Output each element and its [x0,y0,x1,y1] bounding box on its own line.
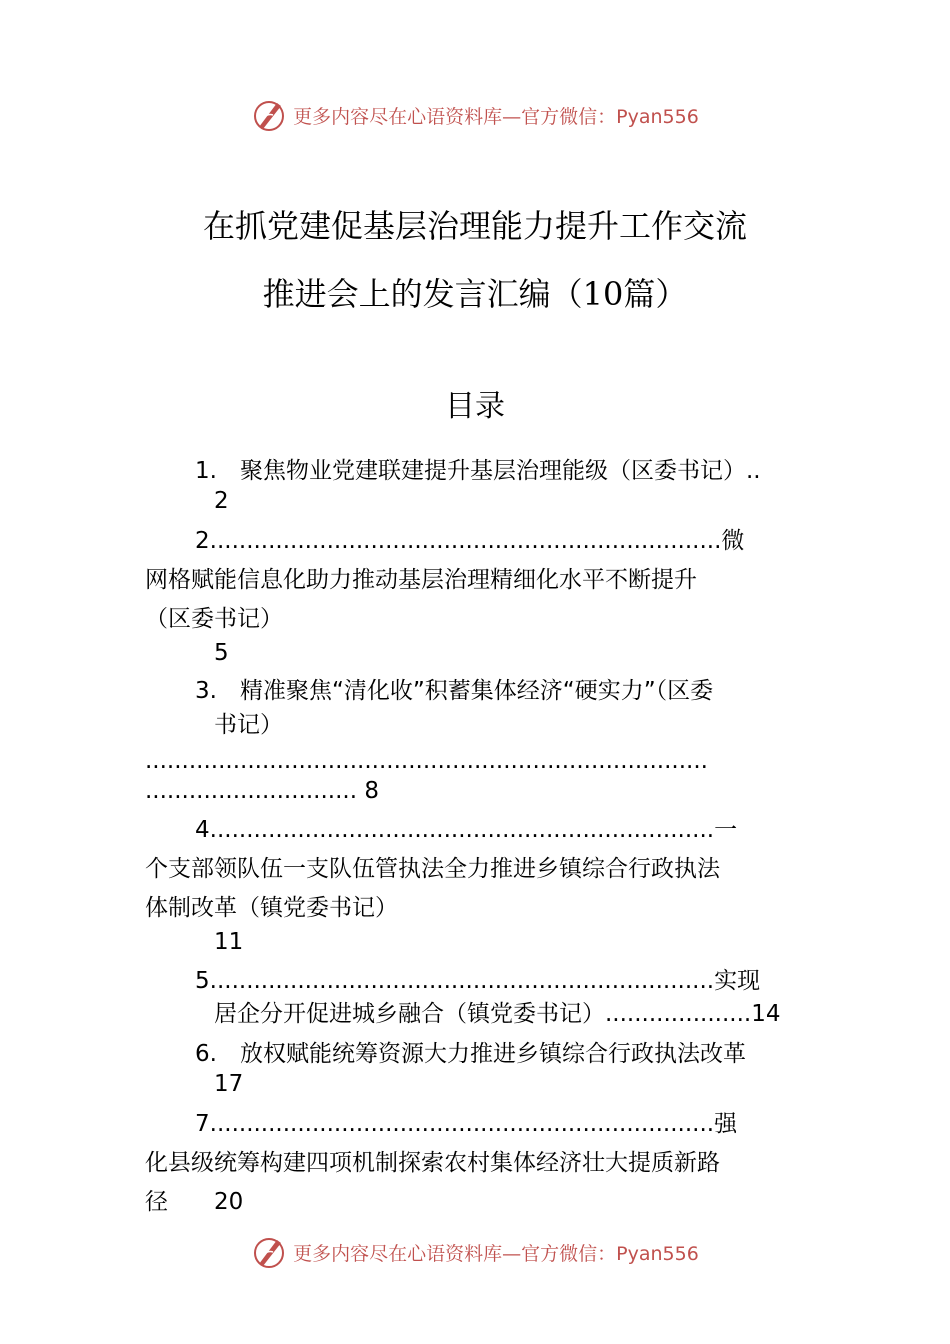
toc-item-text: 化县级统筹构建四项机制探索农村集体经济壮大提质新路 [145,1150,720,1176]
toc-item-text: 网格赋能信息化助力推动基层治理精细化水平不断提升 [145,567,697,593]
quill-pen-logo-icon [251,97,287,133]
toc-item-text: 书记） [214,712,283,738]
toc-page-number: 11 [214,929,244,955]
toc-leader-dots: ............................................................................. [145,748,708,774]
toc-item-text: （区委书记） [145,606,283,632]
toc-page-number: ............................. 8 [145,778,379,804]
banner-text: 更多内容尽在心语资料库—官方微信：Pyan556 [293,105,699,128]
toc-page-number: 20 [214,1189,244,1215]
toc-page-number: 5 [214,640,229,666]
toc-item-2[interactable]: 2......................................................................微 [195,528,745,554]
toc-item-text: 体制改革（镇党委书记） [145,895,398,921]
toc-page-number: 17 [214,1071,244,1097]
header-banner [0,95,950,135]
toc-item-7[interactable]: 7.....................................................................强 [195,1111,738,1137]
toc-item-3[interactable]: 3. 精准聚焦“清化收”积蓄集体经济“硬实力”（区委 [195,678,714,704]
quill-pen-logo-icon [251,1234,287,1270]
toc-page-number: 2 [214,488,229,514]
toc-item-4[interactable]: 4.....................................................................一 [195,817,738,843]
toc-item-5[interactable]: 5.....................................................................实现 [195,968,761,994]
toc-item-1[interactable]: 1. 聚焦物业党建联建提升基层治理能级（区委书记）.. [195,458,761,484]
footer-banner [0,1232,950,1272]
document-title-line-1: 在抓党建促基层治理能力提升工作交流 [202,207,747,245]
toc-item-text: 个支部领队伍一支队伍管执法全力推进乡镇综合行政执法 [145,856,720,882]
toc-heading: 目录 [445,389,505,424]
banner-text: 更多内容尽在心语资料库—官方微信：Pyan556 [293,1242,699,1265]
document-title-line-2: 推进会上的发言汇编（10篇） [262,275,688,313]
toc-item-6[interactable]: 6. 放权赋能统筹资源大力推进乡镇综合行政执法改革 [195,1041,746,1067]
toc-item-text: 径 [145,1189,168,1215]
toc-item-text: 居企分开促进城乡融合（镇党委书记）....................14 [214,1001,781,1027]
